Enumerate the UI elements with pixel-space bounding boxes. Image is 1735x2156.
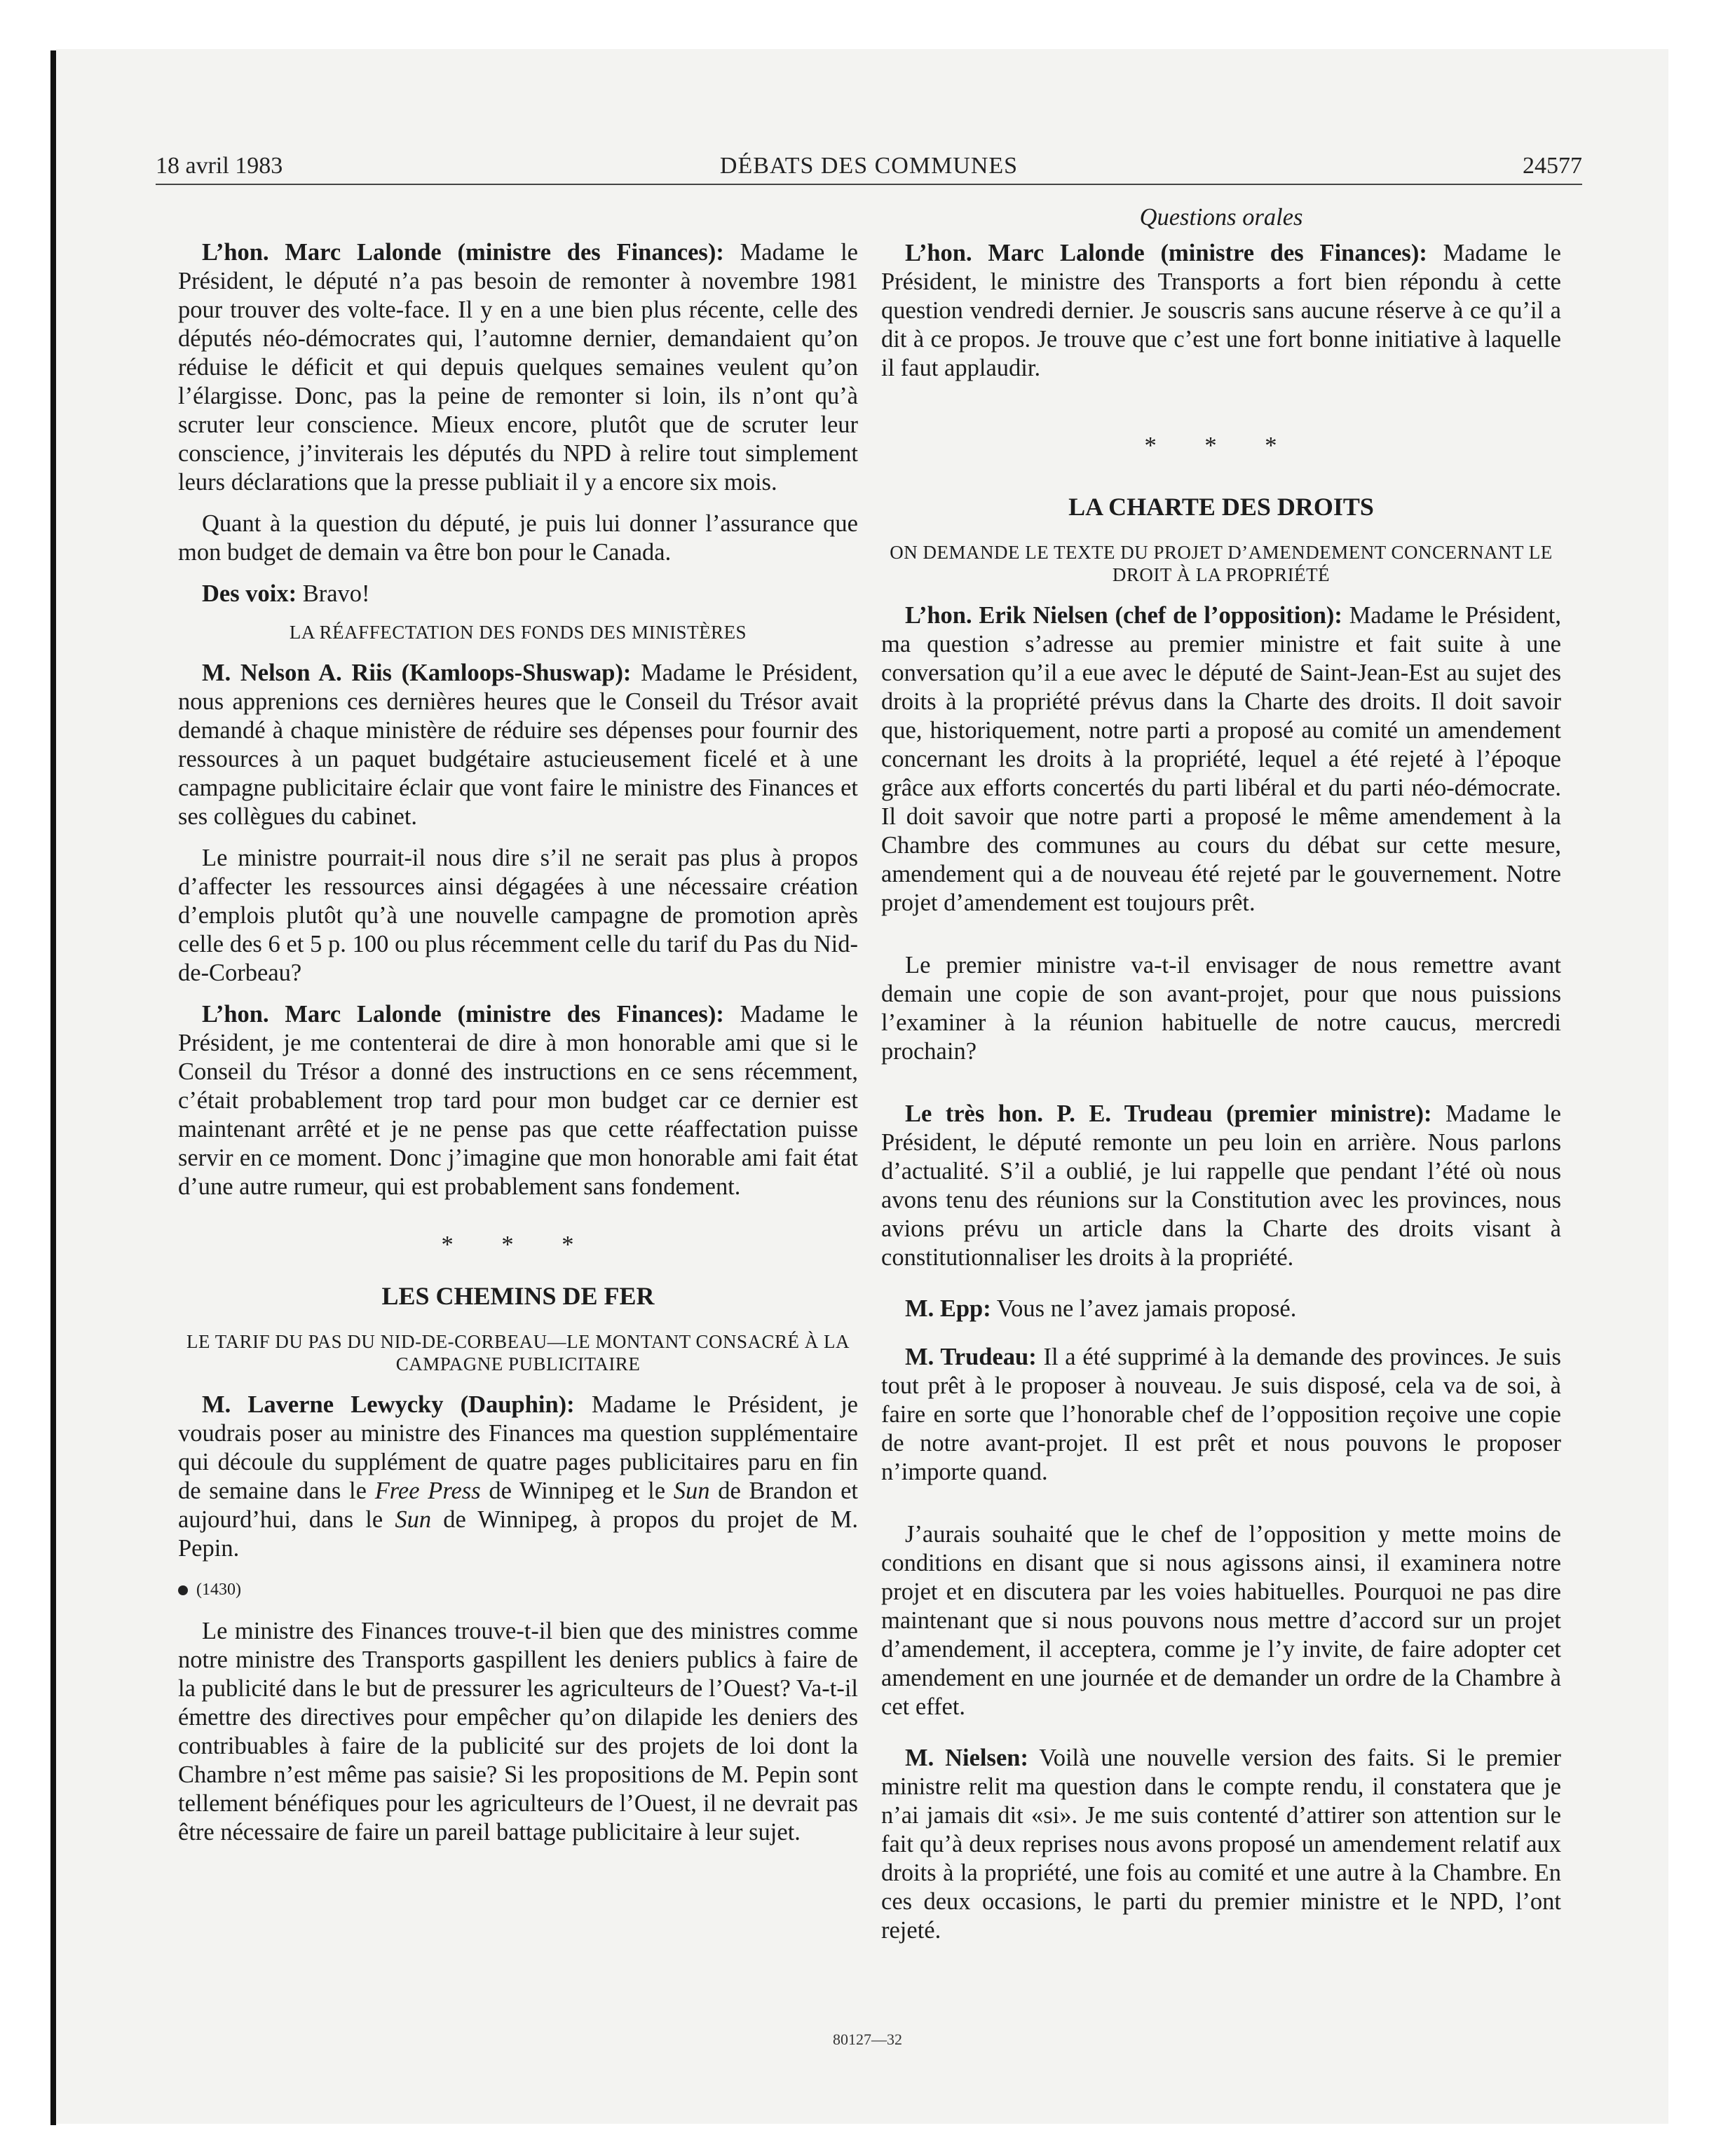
newspaper-name: Sun	[673, 1478, 710, 1504]
speaker-name: L’hon. Marc Lalonde (ministre des Finances):	[202, 1001, 724, 1028]
speech-text: Madame le Président, je voudrais poser au ministre des Finances ma question supplémentaire qui découle du supplément de quatre pages publicitaires paru en fin de semaine dans le	[178, 1391, 858, 1504]
spacer	[881, 1734, 1561, 1744]
speech-text: Le ministre pourrait-il nous dire s’il ne serait pas plus à propos d’affecter les ressources ainsi dégagées à une nécessaire création d’emplois plutôt qu’à une nouvelle campagne de promotion après celle des 6 et 5 p. 100 ou plus récemment celle du tarif du Pas du Nid-de-Corbeau?	[178, 845, 858, 986]
speaker-name: L’hon. Marc Lalonde (ministre des Finances):	[202, 239, 724, 266]
paragraph	[178, 1391, 858, 1563]
paragraph	[881, 601, 1561, 917]
speech-text: Bravo!	[297, 580, 370, 607]
speaker-name: Des voix:	[202, 580, 297, 607]
speech-text: de Winnipeg et le	[480, 1478, 674, 1504]
time-marker-text: (1430)	[196, 1581, 241, 1599]
header-page-number: 24577	[1523, 153, 1582, 179]
speech-text: J’aurais souhaité que le chef de l’opposition y mette moins de conditions en disant que si nous agissons ainsi, il examinera notre projet et en discutera par les voies habituelles. Pourquoi ne pas dire maintenant que si nous pouvons nous mettre d’accord sur un projet d’amendement, il acceptera, comme je l’y invite, de faire adopter cet amendement en une journée et de demander un ordre de la Chambre à cet effet.	[881, 1521, 1561, 1720]
newspaper-name: Free Press	[374, 1478, 481, 1504]
speaker-name: L’hon. Marc Lalonde (ministre des Finances):	[905, 240, 1427, 266]
subheading-reaffectation: LA RÉAFFECTATION DES FONDS DES MINISTÈRES	[289, 622, 747, 643]
speaker-name: M. Epp:	[905, 1295, 991, 1322]
speaker-name: M. Nelson A. Riis (Kamloops-Shuswap):	[202, 660, 632, 686]
speaker-name: Le très hon. P. E. Trudeau (premier ministre):	[905, 1100, 1432, 1127]
speech-text: Le premier ministre va-t-il envisager de nous remettre avant demain une copie de son avant-projet, pour que nous puissions l’examiner à la réunion habituelle de notre caucus, mercredi prochain?	[881, 952, 1561, 1065]
speech-text: Madame le Président, nous apprenions ces dernières heures que le Conseil du Trésor avait demandé à chaque ministère de réduire ses dépenses pour fournir des ressources à un paquet budgétaire astucieusement ficelé et à une campagne publicitaire éclair que vont faire le ministre des Finances et ses collègues du cabinet.	[178, 660, 858, 830]
paragraph	[881, 1343, 1561, 1487]
paragraph	[178, 1000, 858, 1201]
speech-text: de Winnipeg, à propos du projet de M. Pepin.	[178, 1506, 858, 1562]
speech-text: de Brandon et aujourd’hui, dans le	[178, 1478, 858, 1533]
left-column	[178, 238, 858, 1860]
paragraph	[881, 1520, 1561, 1721]
spacer	[881, 1336, 1561, 1343]
bullet-icon	[178, 1585, 188, 1595]
speech-text: Quant à la question du député, je puis lui donner l’assurance que mon budget de demain va être bon pour le Canada.	[178, 510, 858, 566]
scan-edge	[50, 50, 56, 2125]
paragraph	[881, 1744, 1561, 1945]
paragraph	[178, 1617, 858, 1847]
speaker-name: L’hon. Erik Nielsen (chef de l’opposition):	[905, 602, 1342, 629]
subheading-texte-amendement: ON DEMANDE LE TEXTE DU PROJET D’AMENDEMENT CONCERNANT LE DROIT À LA PROPRIÉTÉ	[890, 542, 1553, 585]
spacer	[881, 1285, 1561, 1295]
speaker-name: M. Laverne Lewycky (Dauphin):	[202, 1391, 575, 1418]
paragraph	[881, 239, 1561, 383]
newspaper-name: Sun	[395, 1506, 432, 1533]
section-separator: * * *	[1144, 432, 1298, 459]
subheading-tarif: LE TARIF DU PAS DU NID-DE-CORBEAU—LE MONTANT CONSACRÉ À LA CAMPAGNE PUBLICITAIRE	[186, 1331, 850, 1374]
heading-chemins-de-fer: LES CHEMINS DE FER	[381, 1282, 655, 1310]
right-column	[881, 203, 1561, 1958]
paragraph	[881, 1100, 1561, 1272]
speech-text: Madame le Président, le député remonte un peu loin en arrière. Nous parlons d’actualité. S’il a oublié, je lui rappelle que pendant l’été où nous avons tenu des réunions sur la Constitution avec les provinces, nous avions prévu un article dans la Charte des droits visant à constitutionnaliser les droits à la propriété.	[881, 1100, 1561, 1271]
section-separator: * * *	[441, 1231, 595, 1258]
header-title: DÉBATS DES COMMUNES	[719, 153, 1019, 179]
paragraph	[178, 510, 858, 567]
heading-charte-des-droits: LA CHARTE DES DROITS	[1068, 493, 1374, 521]
paragraph	[178, 844, 858, 988]
paragraph	[178, 238, 858, 497]
spacer	[881, 1079, 1561, 1100]
speech-text: Madame le Président, le ministre des Transports a fort bien répondu à cette question vendredi dernier. Je souscris sans aucune réserve à ce qu’il a dit à ce propos. Je trouve que c’est une fort bonne initiative à laquelle il faut applaudir.	[881, 240, 1561, 381]
speaker-name: M. Trudeau:	[905, 1344, 1037, 1370]
footer-code: 80127—32	[833, 2031, 902, 2048]
spacer	[881, 930, 1561, 951]
speech-text: Madame le Président, ma question s’adresse au premier ministre et fait suite à une conversation qu’il a eue avec le député de Saint-Jean-Est au sujet des droits à la propriété prévus dans la Charte des droits. Il doit savoir que, historiquement, notre parti a proposé au comité un amendement concernant les droits à la propriété, lequel a été rejeté à l’époque grâce aux efforts concertés du parti libéral et du parti néo-démocrate. Il doit savoir que notre parti a proposé le même amendement à la Chambre des communes au cours du débat sur cette mesure, amendement qui a de nouveau été rejeté par le gouvernement. Notre projet d’amendement est toujours prêt.	[881, 602, 1561, 916]
time-marker	[178, 1576, 858, 1604]
paragraph	[881, 1295, 1561, 1323]
speech-text: Le ministre des Finances trouve-t-il bien que des ministres comme notre ministre des Transports gaspillent les deniers publics à faire de la publicité dans le but de pressurer les agriculteurs de l’Ouest? Va-t-il émettre des directives pour empêcher qu’on dilapide les deniers des contribuables à faire de la publicité sur des projets de loi dont la Chambre n’est même pas saisie? Si les propositions de M. Pepin sont tellement bénéfiques pour les agriculteurs de l’Ouest, il ne devrait pas être nécessaire de faire un pareil battage publicitaire à leur sujet.	[178, 1618, 858, 1845]
speech-text: Madame le Président, le député n’a pas besoin de remonter à novembre 1981 pour trouver des volte-face. Il y en a une bien plus récente, celle des députés néo-démocrates qui, l’automne dernier, demandaient qu’on réduise le déficit et qui depuis quelques semaines veulent qu’on l’élargisse. Donc, pas la peine de remonter si loin, ils n’ont qu’à scruter leur conscience. Mieux encore, plutôt que de scruter leur conscience, j’inviterais les députés du NPD à relire tout simplement leurs déclarations que la presse publiait il y a encore six mois.	[178, 239, 858, 496]
paragraph	[881, 951, 1561, 1066]
paragraph	[178, 659, 858, 831]
page-header	[156, 153, 1582, 185]
header-date: 18 avril 1983	[156, 153, 283, 179]
speech-text: Il a été supprimé à la demande des provinces. Je suis tout prêt à le proposer à nouveau. Je suis disposé, cela va de soi, à faire en sorte que l’honorable chef de l’opposition reçoive une copie de notre avant-projet. Il est prêt et nous pouvons le proposer n’importe quand.	[881, 1344, 1561, 1485]
running-head: Questions orales	[1139, 204, 1303, 231]
speaker-name: M. Nielsen:	[905, 1745, 1028, 1771]
speech-text: Madame le Président, je me contenterai de dire à mon honorable ami que si le Conseil du Trésor a donné des instructions en ce sens récemment, c’était probablement trop tard pour mon budget car ce dernier est maintenant arrêté et je ne pense pas que cette réaffectation puisse servir en ce moment. Donc j’imagine que mon honorable ami fait état d’une autre rumeur, qui est probablement sans fondement.	[178, 1001, 858, 1200]
speech-text: Vous ne l’avez jamais proposé.	[991, 1295, 1297, 1322]
speech-text: Voilà une nouvelle version des faits. Si le premier ministre relit ma question dans le compte rendu, il constatera que je n’ai jamais dit «si». Je me suis contenté d’attirer son attention sur le fait qu’à deux reprises nous avons proposé un amendement relatif aux droits à la propriété, une fois au comité et une autre à la Chambre. En ces deux occasions, le parti du premier ministre et le NPD, l’ont rejeté.	[881, 1745, 1561, 1944]
spacer	[881, 1499, 1561, 1520]
header-rule	[156, 184, 1582, 185]
paragraph	[178, 580, 858, 608]
